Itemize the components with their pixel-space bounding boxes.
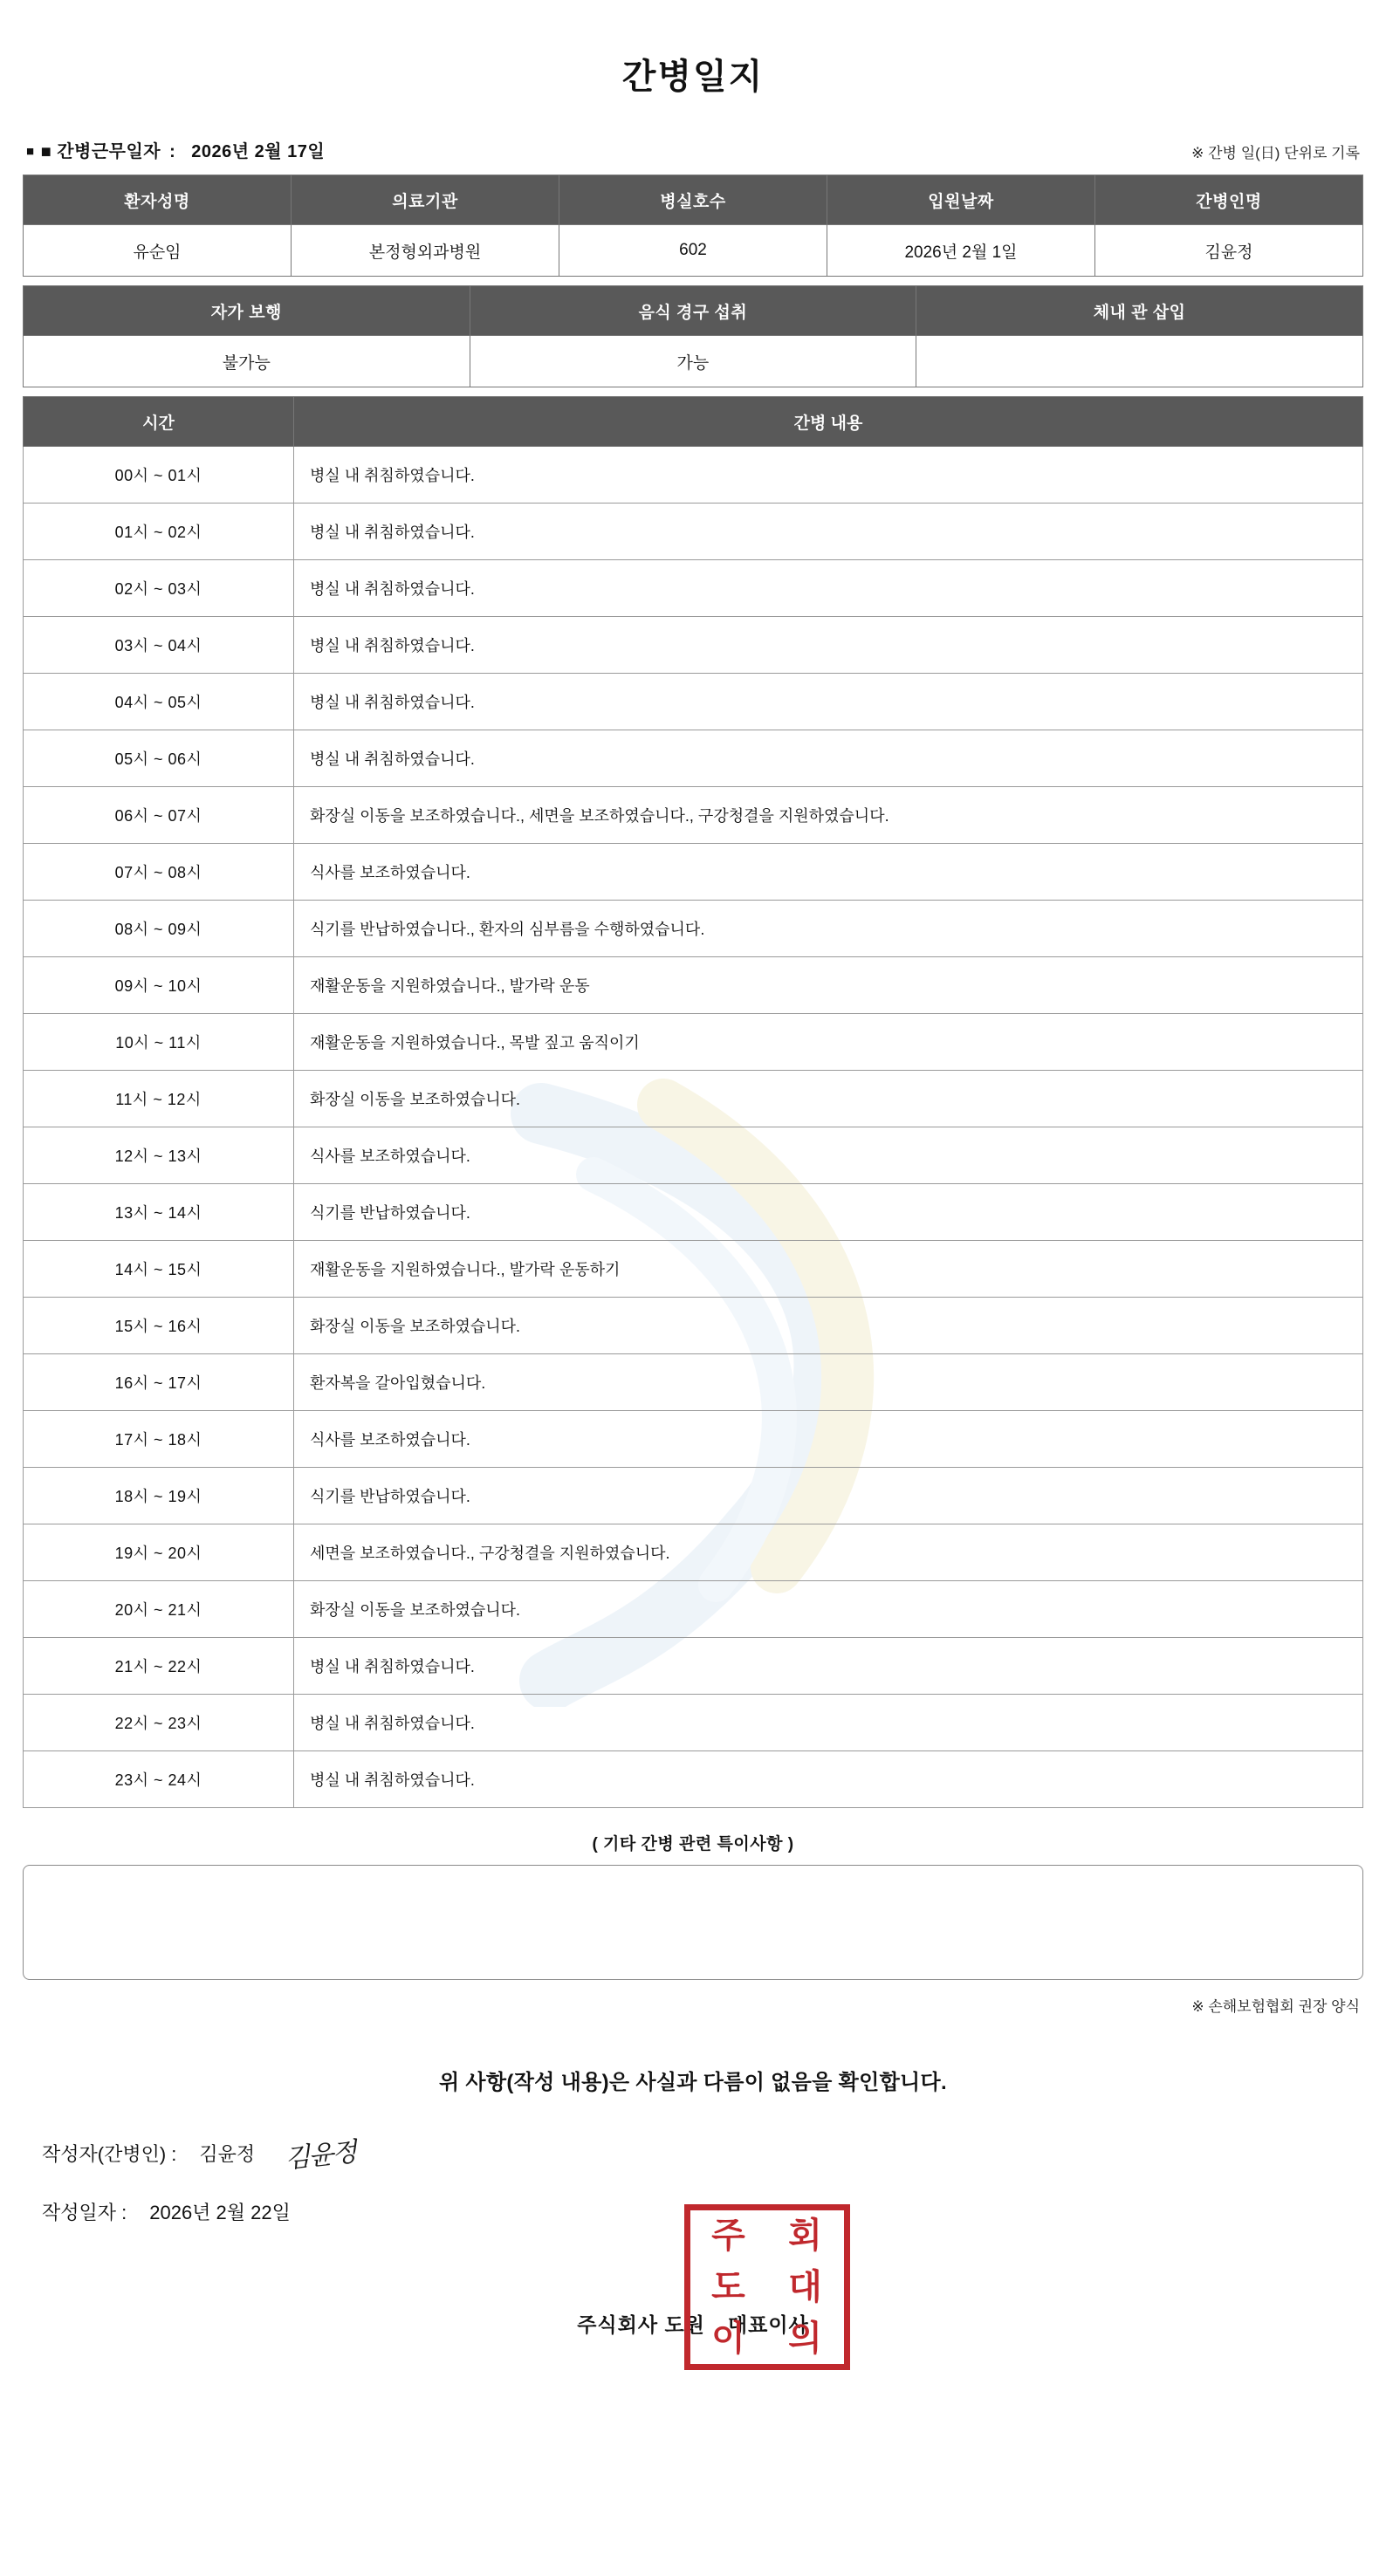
work-date-block	[26, 137, 325, 162]
table-row	[24, 1411, 1363, 1468]
log-time: 07시 ~ 08시	[24, 844, 294, 901]
log-desc: 식사를 보조하였습니다.	[294, 844, 1363, 901]
table-row	[24, 617, 1363, 674]
log-desc: 병실 내 취침하였습니다.	[294, 1695, 1363, 1751]
log-time: 02시 ~ 03시	[24, 560, 294, 617]
td-room-number: 602	[559, 225, 827, 277]
write-date-value: 2026년 2월 22일	[149, 2202, 291, 2223]
log-desc: 환자복을 갈아입혔습니다.	[294, 1354, 1363, 1411]
log-desc: 병실 내 취침하였습니다.	[294, 674, 1363, 730]
log-time: 04시 ~ 05시	[24, 674, 294, 730]
table-row	[24, 901, 1363, 957]
th-care-content: 간병 내용	[294, 397, 1363, 447]
log-desc: 식사를 보조하였습니다.	[294, 1127, 1363, 1184]
table-row	[24, 1127, 1363, 1184]
log-time: 12시 ~ 13시	[24, 1127, 294, 1184]
td-internal-tube	[916, 336, 1363, 387]
log-time: 18시 ~ 19시	[24, 1468, 294, 1524]
patient-info-value-row	[24, 225, 1363, 277]
log-time: 01시 ~ 02시	[24, 504, 294, 560]
patient-condition-table	[23, 285, 1363, 387]
table-row	[24, 957, 1363, 1014]
table-row	[24, 1184, 1363, 1241]
table-row	[24, 1241, 1363, 1298]
log-header-row	[24, 397, 1363, 447]
work-date-label: ■ 간병근무일자	[40, 142, 161, 161]
log-time: 03시 ~ 04시	[24, 617, 294, 674]
notes-title: ( 기타 간병 관련 특이사항 )	[592, 1835, 794, 1853]
log-desc: 식기를 반납하였습니다.	[294, 1184, 1363, 1241]
log-time: 23시 ~ 24시	[24, 1751, 294, 1808]
table-row	[24, 1354, 1363, 1411]
company-role: 대표이사	[727, 2313, 809, 2336]
log-desc: 병실 내 취침하였습니다.	[294, 617, 1363, 674]
table-row	[24, 787, 1363, 844]
log-time: 19시 ~ 20시	[24, 1524, 294, 1581]
td-caregiver-name: 김윤정	[1095, 225, 1363, 277]
log-time: 21시 ~ 22시	[24, 1638, 294, 1695]
seal-char-0: 주	[711, 2216, 746, 2257]
table-row	[24, 1581, 1363, 1638]
work-date-value: 2026년 2월 17일	[191, 142, 326, 161]
table-row	[24, 1751, 1363, 1808]
unit-note: ※ 간병 일(日) 단위로 기록	[1191, 145, 1360, 161]
table-row	[24, 447, 1363, 504]
log-desc: 식사를 보조하였습니다.	[294, 1411, 1363, 1468]
log-time: 17시 ~ 18시	[24, 1411, 294, 1468]
bullet-square-icon: ■	[26, 144, 35, 159]
table-row	[24, 1524, 1363, 1581]
company-line	[23, 2216, 1363, 2359]
table-row	[24, 1071, 1363, 1127]
log-desc: 병실 내 취침하였습니다.	[294, 447, 1363, 504]
log-desc: 화장실 이동을 보조하였습니다.	[294, 1298, 1363, 1354]
table-row	[24, 504, 1363, 560]
writer-line	[42, 2134, 1363, 2175]
log-time: 09시 ~ 10시	[24, 957, 294, 1014]
log-time: 20시 ~ 21시	[24, 1581, 294, 1638]
log-time: 05시 ~ 06시	[24, 730, 294, 787]
company-seal-stamp	[684, 2204, 850, 2370]
log-desc: 병실 내 취침하였습니다.	[294, 1751, 1363, 1808]
log-desc: 병실 내 취침하였습니다.	[294, 504, 1363, 560]
log-desc: 화장실 이동을 보조하였습니다.	[294, 1581, 1363, 1638]
log-time: 15시 ~ 16시	[24, 1298, 294, 1354]
table-row	[24, 730, 1363, 787]
th-hospital: 의료기관	[292, 175, 559, 225]
page-title: 간병일지	[621, 58, 765, 96]
log-time: 10시 ~ 11시	[24, 1014, 294, 1071]
log-desc: 식기를 반납하였습니다.	[294, 1468, 1363, 1524]
log-desc: 재활운동을 지원하였습니다., 목발 짚고 움직이기	[294, 1014, 1363, 1071]
company-name: 주식회사 도원	[577, 2313, 705, 2336]
writer-label: 작성자(간병인) :	[42, 2142, 177, 2165]
td-admission-date: 2026년 2월 1일	[827, 225, 1095, 277]
hourly-log-table	[23, 396, 1363, 1808]
log-time: 06시 ~ 07시	[24, 787, 294, 844]
condition-value-row	[24, 336, 1363, 387]
th-caregiver-name: 간병인명	[1095, 175, 1363, 225]
table-row	[24, 674, 1363, 730]
patient-info-table	[23, 175, 1363, 277]
th-patient-name: 환자성명	[24, 175, 292, 225]
confirmation-statement: 위 사항(작성 내용)은 사실과 다름이 없음을 확인합니다.	[438, 2071, 947, 2094]
writer-value: 김윤정	[199, 2142, 256, 2165]
seal-char-2: 도	[711, 2266, 746, 2307]
table-row	[24, 844, 1363, 901]
td-self-walking: 불가능	[24, 336, 470, 387]
th-internal-tube: 체내 관 삽입	[916, 286, 1363, 336]
seal-char-5: 의	[788, 2318, 823, 2359]
log-desc: 재활운동을 지원하였습니다., 발가락 운동	[294, 957, 1363, 1014]
table-row	[24, 1638, 1363, 1695]
log-desc: 병실 내 취침하였습니다.	[294, 560, 1363, 617]
log-time: 13시 ~ 14시	[24, 1184, 294, 1241]
caregiver-log-page	[0, 49, 1386, 2576]
table-row	[24, 1014, 1363, 1071]
table-row	[24, 1468, 1363, 1524]
td-oral-intake: 가능	[470, 336, 916, 387]
table-row	[24, 560, 1363, 617]
log-desc: 식기를 반납하였습니다., 환자의 심부름을 수행하였습니다.	[294, 901, 1363, 957]
meta-row	[23, 137, 1363, 162]
th-self-walking: 자가 보행	[24, 286, 470, 336]
notes-box[interactable]	[23, 1865, 1363, 1980]
td-patient-name: 유순임	[24, 225, 292, 277]
log-time: 16시 ~ 17시	[24, 1354, 294, 1411]
condition-header-row	[24, 286, 1363, 336]
patient-info-header-row	[24, 175, 1363, 225]
log-desc: 세면을 보조하였습니다., 구강청결을 지원하였습니다.	[294, 1524, 1363, 1581]
log-desc: 재활운동을 지원하였습니다., 발가락 운동하기	[294, 1241, 1363, 1298]
log-time: 00시 ~ 01시	[24, 447, 294, 504]
log-time: 14시 ~ 15시	[24, 1241, 294, 1298]
log-time: 11시 ~ 12시	[24, 1071, 294, 1127]
th-admission-date: 입원날짜	[827, 175, 1095, 225]
log-time: 08시 ~ 09시	[24, 901, 294, 957]
th-time: 시간	[24, 397, 294, 447]
log-desc: 화장실 이동을 보조하였습니다., 세면을 보조하였습니다., 구강청결을 지원하였습니다.	[294, 787, 1363, 844]
th-room-number: 병실호수	[559, 175, 827, 225]
handwritten-signature: 김윤정	[283, 2136, 358, 2175]
th-oral-intake: 음식 경구 섭취	[470, 286, 916, 336]
seal-char-3: 대	[788, 2266, 823, 2307]
table-spacer	[23, 277, 1363, 285]
log-desc: 화장실 이동을 보조하였습니다.	[294, 1071, 1363, 1127]
form-source-note: ※ 손해보험협회 권장 양식	[1191, 1998, 1360, 2015]
seal-char-1: 회	[788, 2216, 823, 2257]
table-row	[24, 1695, 1363, 1751]
write-date-label: 작성일자 :	[42, 2202, 127, 2223]
log-time: 22시 ~ 23시	[24, 1695, 294, 1751]
seal-char-4: 이	[711, 2318, 746, 2359]
log-desc: 병실 내 취침하였습니다.	[294, 1638, 1363, 1695]
work-date-separator: :	[169, 142, 176, 161]
log-table-body	[24, 447, 1363, 1808]
log-desc: 병실 내 취침하였습니다.	[294, 730, 1363, 787]
td-hospital: 본정형외과병원	[292, 225, 559, 277]
table-row	[24, 1298, 1363, 1354]
